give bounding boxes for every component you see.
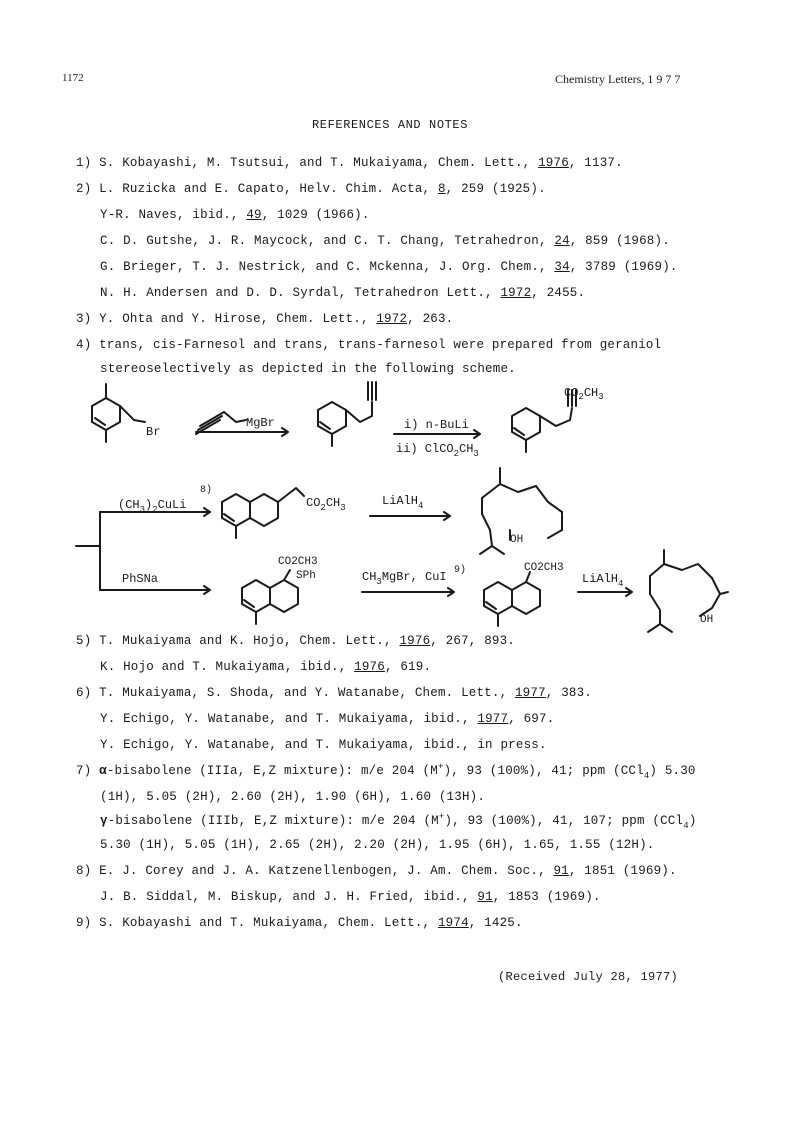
ref-text: L. Ruzicka and E. Capato, Helv. Chim. Acta, (99, 182, 438, 196)
ref-year: 1976 (399, 634, 431, 648)
ref-7d (100, 838, 655, 852)
ref-7c (100, 812, 697, 831)
ref-text: , 2455. (531, 286, 586, 300)
ref-year: 1977 (514, 686, 546, 700)
ref-text: Y. Ohta and Y. Hirose, Chem. Lett., (99, 312, 377, 326)
hydroxyl-label-2: OH (700, 614, 714, 626)
bromine-label: Br (146, 425, 161, 439)
ref-text: (1H), 5.05 (2H), 2.60 (2H), 1.90 (6H), 1.60 (13H). (100, 790, 486, 804)
greek-letter: γ (100, 814, 108, 828)
ref-number: 6) (76, 686, 92, 700)
ref-year: 1974 (437, 916, 469, 930)
ref-text: ) (688, 814, 697, 828)
ref-8b (100, 890, 601, 904)
ref-year: 1976 (354, 660, 385, 674)
sph-label: SPh (296, 570, 316, 582)
ref-year: 1972 (500, 286, 532, 300)
ref-text: , 3789 (1969). (569, 260, 678, 274)
reaction-scheme (0, 380, 793, 640)
running-header: Chemistry Letters, 1 9 7 7 (555, 72, 681, 86)
ref-text: Y-R. Naves, ibid., (100, 208, 247, 222)
ref-2c (100, 234, 670, 248)
ref-text: , 1851 (1969). (568, 864, 677, 878)
ref-text: -bisabolene (IIIa, E,Z mixture): m/e 204 (M (106, 764, 438, 778)
ref-text: , 1425. (468, 916, 523, 930)
note-9: 9) (454, 565, 467, 576)
hydroxyl-label-1: OH (510, 534, 524, 546)
ref-text: trans, cis-Farnesol and trans, trans-farnesol were prepared from geraniol (99, 338, 662, 352)
ref-volume: 91 (477, 890, 493, 904)
alkyne-product-structure (318, 382, 376, 446)
received-date: (Received July 28, 1977) (498, 970, 679, 984)
alkyne-reagent (196, 412, 246, 434)
ref-2e (100, 286, 585, 300)
ref-volume: 24 (554, 234, 570, 248)
ref-6b (100, 712, 554, 726)
superscript: + (437, 762, 444, 772)
section-title: REFERENCES AND NOTES (312, 118, 469, 132)
ref-text: , 263. (407, 312, 454, 326)
branch-line (76, 512, 100, 590)
ref-year: 1977 (477, 712, 509, 726)
ref-text: , 259 (1925). (445, 182, 546, 196)
ref-3 (76, 312, 453, 326)
arrow-grignard (362, 588, 454, 596)
ester-label-cuprate: $CO_2CH_3$ (306, 496, 346, 513)
ref-text: Y. Echigo, Y. Watanabe, and T. Mukaiyama, ibid., (100, 712, 478, 726)
ref-text: T. Mukaiyama and K. Hojo, Chem. Lett., (99, 634, 400, 648)
ref-number: 3) (76, 312, 92, 326)
geranyl-bromide-structure (92, 384, 145, 442)
methyl-ester-structure (484, 572, 540, 626)
cuprate-label: $(CH_3)_2CuLi$ (118, 498, 187, 515)
ref-text: N. H. Andersen and D. D. Syrdal, Tetrahedron Lett., (100, 286, 501, 300)
ref-number: 8) (76, 864, 92, 878)
ref-2a (76, 182, 546, 196)
ref-text: 5.30 (1H), 5.05 (1H), 2.65 (2H), 2.20 (2H), 1.95 (6H), 1.65, 1.55 (12H). (100, 838, 655, 852)
subscript: 4 (683, 821, 689, 831)
ref-7a (76, 762, 696, 781)
ref-text: C. D. Gutshe, J. R. Maycock, and C. T. Chang, Tetrahedron, (100, 234, 555, 248)
ref-text: stereoselectively as depicted in the following scheme. (100, 362, 516, 376)
ref-volume: 49 (246, 208, 262, 222)
ref-text: , 1137. (568, 156, 623, 170)
ref-6a (76, 686, 592, 700)
ref-text: , 267, 893. (430, 634, 515, 648)
ref-4a (76, 338, 661, 352)
ref-text: , 1029 (1966). (261, 208, 370, 222)
lialh4-label-2: LiAlH$_4$ (582, 572, 624, 589)
ref-text: E. J. Corey and J. A. Katzenellenbogen, J. Am. Chem. Soc., (99, 864, 554, 878)
ref-text: ) 5.30 (649, 764, 696, 778)
superscript: + (438, 812, 445, 822)
ref-text: T. Mukaiyama, S. Shoda, and Y. Watanabe, Chem. Lett., (99, 686, 515, 700)
ref-text: G. Brieger, T. J. Nestrick, and C. Mckenna, J. Org. Chem., (100, 260, 555, 274)
sulfide-ester-structure (242, 570, 298, 624)
ref-text: J. B. Siddal, M. Biskup, and J. H. Fried, ibid., (100, 890, 478, 904)
ref-8a (76, 864, 677, 878)
grignard-label: MgBr (246, 416, 275, 430)
ref-text: K. Hojo and T. Mukaiyama, ibid., (100, 660, 355, 674)
ester-label-methyl: CO2CH3 (524, 562, 564, 574)
phsna-label: PhSNa (122, 572, 159, 586)
trans-farnesol-structure (648, 550, 728, 632)
unsaturated-ester-structure (222, 488, 304, 538)
ref-4b (100, 362, 516, 376)
ref-number: 7) (76, 764, 92, 778)
greek-letter: α (99, 764, 107, 778)
ref-text: ), 93 (100%), 41; ppm (CCl (443, 764, 644, 778)
ref-text: , 859 (1968). (569, 234, 670, 248)
note-8: 8) (200, 485, 213, 496)
arrow-lialh4-1 (370, 512, 450, 520)
ref-text: , 383. (545, 686, 593, 700)
ref-text: -bisabolene (IIIb, E,Z mixture): m/e 204 (M (107, 814, 439, 828)
ref-text: , 697. (508, 712, 555, 726)
ref-5b (100, 660, 431, 674)
grignard-cui-label: $CH_3MgBr$, CuI (362, 570, 447, 587)
ref-2d (100, 260, 678, 274)
ref-text: , 619. (384, 660, 432, 674)
ref-number: 4) (76, 338, 92, 352)
ref-volume: 34 (554, 260, 570, 274)
ref-9 (76, 916, 523, 930)
ref-text: S. Kobayashi, M. Tsutsui, and T. Mukaiyama, Chem. Lett., (99, 156, 539, 170)
ref-number: 9) (76, 916, 92, 930)
ref-text: Y. Echigo, Y. Watanabe, and T. Mukaiyama, ibid., in press. (100, 738, 547, 752)
lialh4-label-1: LiAlH$_4$ (382, 494, 424, 511)
ref-volume: 91 (553, 864, 569, 878)
ester-label-sph: CO2CH3 (278, 556, 318, 568)
subscript: 4 (643, 771, 650, 781)
ref-text: S. Kobayashi and T. Mukaiyama, Chem. Lett., (99, 916, 438, 930)
ref-number: 5) (76, 634, 92, 648)
step-chloroformate: ii) $ClCO_2CH_3$ (396, 442, 479, 459)
ester-label-top: $CO_2CH_3$ (564, 386, 604, 402)
arrow-phsna (100, 586, 210, 594)
ref-5a (76, 634, 515, 648)
ref-text: , 1853 (1969). (492, 890, 601, 904)
ref-1 (76, 156, 623, 170)
page-number: 1172 (62, 72, 84, 84)
ref-number: 1) (76, 156, 92, 170)
ref-number: 2) (76, 182, 92, 196)
arrow-lialh4-2 (578, 588, 632, 596)
ref-7b (100, 790, 485, 804)
ref-6c (100, 738, 547, 752)
step-nbuli: i) n-BuLi (404, 418, 469, 432)
ref-volume: 8 (437, 182, 446, 196)
ref-year: 1976 (538, 156, 569, 170)
ref-text: ), 93 (100%), 41, 107; ppm (CCl (444, 814, 684, 828)
ref-year: 1972 (376, 312, 408, 326)
ref-2b (100, 208, 370, 222)
